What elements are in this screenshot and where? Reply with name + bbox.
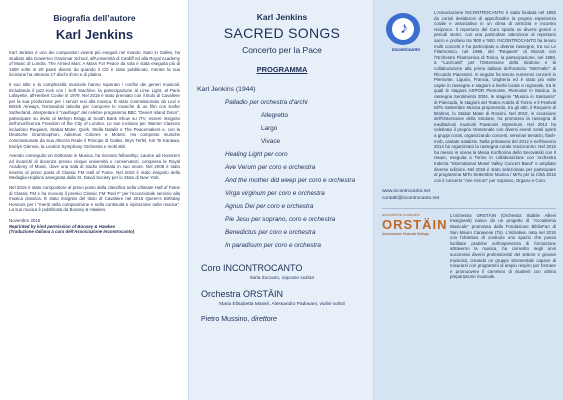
program-item: In paradisum per coro e orchestra	[225, 242, 321, 249]
soloist-role: soprano solista	[281, 276, 314, 281]
choir-description-text: L'Associazione INCONTROCANTO è stata fondata nel 1993 da coristi desiderosi di approfondire la propria esperienza corale e associativa in un clima di amicizia e incontro reciproco. Il repertorio del Coro spazia su diversi generi e periodi storici, con una particolare attenzione al repertorio sacro e profano tra '800 e '900. INCONTROCANTO ha tenuto molti concerti e ha partecipato a diverse rassegne, tra cui Le Filarmonico, nel 1996, del "Requiem" di Mozart con l'Orchestra Filarmonica di Torino, la partecipazione, nel 1998, a "LuciCanti" per l'Ostensione della Sindone e la collaborazione alla prima italiana dell'oratorio "Mat'Hallo" di Riccardo Piacentini. In seguito ha tenuto numerosi concerti in Piemonte, Liguria, Francia, Ungheria ed è stato più volte ospite in rassegne e stagioni a livello locale e regionale, tra le quali le stagioni ASPOR Piemonte, Piemonte in Musica, la rassegna Sentimento 2004, le stagioni "Musica in Santuario" di Piancada, le stagioni del Teatro Araldo di Torino e il Festival MiTo Settembre Musica proponendo, tra gli altri, il Requiem di Brahms, lo Stabat Mater di Rossini. Nel 2010, in occasione dell'Ostensione della Sindone, ha promosso la rassegna di meditazioni musicali Passionis Mysterium. Nel 2013 ha celebrato il proprio Ventennale con diversi eventi corali aperti a gruppi corali, organizzando concerti, seminari tematici, flash-mob, cantate natalizie. Nella primavera del 2012 e nell'inverno 2014 ha organizzato la rassegna corale Vocincontro. Nel 2015 ha messo in scena la Missa Korthorina dello Serovatski con Il Hauer, eseguita a Torino in collaborazione con 'orchestra Indecta "International Mosel Valley Concert Band" e ampliato diverse edizioni. Nel 2015 è stato selezionato per partecipare al programma MiTo Settembre Musica / MiTo per la Città 2015 con il concerto "Ave Verum" per Soprano, Organo e Coro.	[434, 10, 556, 183]
credit-translation: (Traduzione italiana a cura dell'Associazione Incontrocanto)	[9, 229, 135, 235]
biography-paragraph: Nel 2015 è stato compositore al primo posto della classifica nella Ultimate Hall of Fame di Classic FM e ha ricevuto il premio Classic FM 'Red F' per l'eccezionale servizio alla musica classica. È stato insignito del titolo di Cavaliere nel 2015 Queen's Birthday Honours per i "meriti nella composizione e nella continuità e ispirazione nella musica". La sua musica è pubblicata da Boosey & Hawkes.	[9, 185, 180, 213]
logo-text: Incontrocanto	[392, 47, 420, 52]
website-link[interactable]: www.incontrocanto.net	[382, 189, 431, 195]
contact-links	[382, 189, 556, 201]
program-movement: Largo	[261, 125, 278, 132]
orchestra-description	[450, 205, 556, 280]
credit-date: Novembre 2015	[9, 218, 41, 224]
choir-section	[382, 10, 556, 183]
program-movement: Vivace	[261, 138, 281, 145]
logo-line-3: Associazione Musicale Bellagio	[382, 231, 430, 236]
program-panel	[188, 0, 374, 400]
program-item: Ave Verum per coro e orchestra	[225, 164, 316, 171]
orstain-logo	[382, 213, 446, 247]
program-item: Palladio per orchestra d'archi	[225, 99, 308, 106]
program-item: Healing Light per coro	[225, 151, 288, 158]
program-item: Pie Jesu per soprano, coro e orchestra	[225, 216, 336, 223]
director-line	[201, 316, 367, 323]
program-item: Virga virginum per coro e orchestra	[225, 190, 325, 197]
biography-paragraph: Karl Jenkins è uno dei compositori viventi più eseguiti nel mondo. Nato in Galles, ha studiato alla Gowerton Grammar School, all'Università di Cardiff ed alla Royal Academy of Music di Londra. The Armed Man: A Mass For Peace da sola è stata eseguita più di 1800 volte in 20 paesi diversi da quando il CD è stato pubblicato, mentre la sua incisione ha ottenuto 17 dischi d'oro e di platino.	[9, 50, 180, 78]
director-role: direttore	[251, 316, 277, 323]
orchestra-description-text: L'orchestra ORSTÄIN (Orchestra Stabile Allievi Insegnanti) nasce da un progetto di "Accademia Musicale" promossa dalla Fondazione BiblioFan di San Mauro Canavese (To). L'iniziativa, nata nel 2015 con l'obiettivo di costruire uno spazio che possa facilitare pratiche sull'esperienza di formazione attraverso la musica, ha coinvolto negli anni successivi diversi professionisti del settore e giovani musicisti, creando un gruppo strumentale capace di misurarsi con programmi di ampio respiro per formare e promuovere il cammino di studenti con ottima preparazione musicale.	[450, 212, 556, 280]
biography-heading: Biografia dell’autore	[53, 13, 136, 23]
incontrocanto-logo	[382, 10, 430, 52]
composer-heading: Karl Jenkins	[256, 12, 308, 22]
choir-description	[434, 2, 556, 183]
credit-reprint: Reprinted by kind permission of Boosey & Hawkes	[9, 223, 116, 229]
biography-credit	[9, 218, 180, 235]
music-note-icon: ♪	[400, 20, 408, 37]
biography-name: Karl Jenkins	[55, 27, 134, 42]
violinist-names: Maria Elisabetta Massé, Alessandro Padovani,	[219, 302, 319, 307]
violinist-role: violini solisti	[319, 302, 345, 307]
soloist-name: Ilaria Zuccaro,	[250, 276, 281, 281]
program-composer: Karl Jenkins (1944)	[197, 86, 256, 93]
biography-paragraph: Avendo conseguito un Dottorato in Musica, ha ricevuto fellowship, Lauree ad Honorem ed incarichi di docenza presso cinque università o conservatori, compresa la Royal Academy of Music, dove una sala di studio intitolata in suo onore. Nel 2008 è stato inserito al primo posto di Classic FM Hall of Fame. Nel 2015 è stato insignito della Medaglia Hopkins assegnata dalla St. David Society per lo Stato di New York.	[9, 153, 180, 181]
program-item: Benedictus per coro e orchestra	[225, 229, 316, 236]
violinists-line	[197, 302, 367, 307]
logo-line-1: accademia musicale	[382, 212, 420, 217]
logo-main: ORSTÄIN	[382, 216, 448, 232]
choir-name: Coro INCONTROCANTO	[201, 263, 303, 273]
ensembles-panel	[374, 0, 563, 400]
soloist-line	[197, 276, 367, 281]
biography-panel	[0, 0, 188, 400]
program-item: Agnus Dei per coro e orchestra	[225, 203, 314, 210]
orchestra-section	[382, 209, 556, 280]
concert-subtitle: Concerto per la Pace	[242, 45, 322, 55]
concert-title: SACRED SONGS	[223, 25, 341, 41]
program-heading: PROGRAMMA	[256, 65, 308, 74]
biography-paragraph: Il suo stile e la complessità musicale hanno superato i confini dei generi musicali, includendo il jazz-rock con i Soft Machine, la partecipazione al Lime Light, al Paris Lafayette, all'Herbert Cooke in 1979. Nel 2019 è stato premiato con il titolo di Cavaliere per la sua produzione per i servizi resi alla musica. È stato commissionato da Levi e British Airways, fermandosi talvolta per comporre le musiche di un film con Keifer Sutherland, interpretare il "naufrago" del celebre programma BBC "Desert Island Discs", partecipare su invito al Melvyn Bragg al South Bank Show su ITV, essere insignito dell'onorificenza Freedom of the City of London. Le sue incisioni per Warner Classics includono Requiem, Stabat Mater, Quirk, Stella Natalis e The Peacemakers e, con la Deutsche Grammophon, Adiemus Colores e Motets. Ha composto musiche commissionate da Sua Altezza Reale il Principe di Galles, Bryn Terfel, Kiri Te Kanawa, Evelyn Glennie, la London Symphony Orchestra e molti altri.	[9, 81, 180, 149]
program-item: And the mother did weep per coro e orchestra	[225, 177, 356, 184]
email-link[interactable]: contatti@incontrocanto.net	[382, 195, 440, 201]
program-movement: Allegretto	[261, 112, 288, 119]
orchestra-name: Orchestra ORSTÄIN	[201, 289, 284, 299]
biography-text	[9, 50, 180, 213]
director-name: Pietro Mussino,	[201, 316, 250, 323]
